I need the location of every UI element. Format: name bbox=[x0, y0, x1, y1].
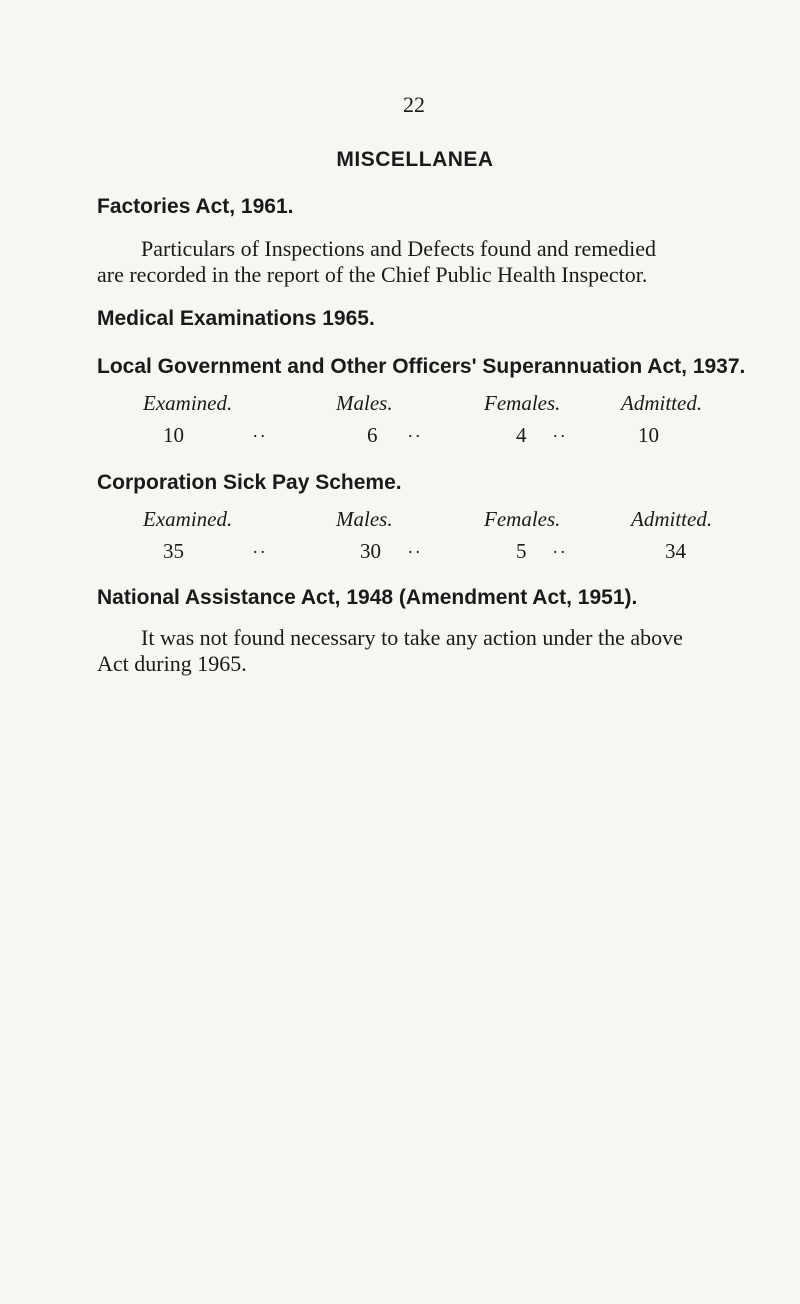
sick-pay-header-examined: Examined. bbox=[143, 507, 233, 531]
superannuation-value-females: 4 bbox=[516, 423, 527, 447]
superannuation-value-examined: 10 bbox=[163, 423, 184, 447]
superannuation-dots-2: .. bbox=[408, 421, 423, 441]
national-assistance-paragraph bbox=[97, 625, 767, 677]
national-assistance-text-line-1: It was not found necessary to take any action under the above bbox=[141, 625, 683, 650]
factories-act-paragraph bbox=[97, 236, 767, 288]
superannuation-header-males: Males. bbox=[336, 391, 393, 415]
superannuation-dots-1: .. bbox=[253, 421, 268, 441]
sick-pay-heading: Corporation Sick Pay Scheme. bbox=[97, 471, 402, 494]
superannuation-header-row bbox=[0, 391, 800, 421]
superannuation-value-admitted: 10 bbox=[638, 423, 659, 447]
sick-pay-header-row bbox=[0, 507, 800, 537]
page-title: MISCELLANEA bbox=[336, 148, 494, 171]
national-assistance-text-line-2: Act during 1965. bbox=[97, 651, 247, 676]
sick-pay-header-females: Females. bbox=[484, 507, 561, 531]
sick-pay-value-examined: 35 bbox=[163, 539, 184, 563]
superannuation-values-row bbox=[0, 423, 800, 453]
page-number: 22 bbox=[403, 92, 425, 117]
sick-pay-values-row bbox=[0, 539, 800, 569]
superannuation-header-admitted: Admitted. bbox=[621, 391, 703, 415]
superannuation-header-females: Females. bbox=[484, 391, 561, 415]
sick-pay-value-admitted: 34 bbox=[665, 539, 686, 563]
superannuation-heading: Local Government and Other Officers' Superannuation Act, 1937. bbox=[97, 355, 746, 378]
sick-pay-value-males: 30 bbox=[360, 539, 381, 563]
factories-text-line-1: Particulars of Inspections and Defects found and remedied bbox=[141, 236, 656, 261]
sick-pay-header-admitted: Admitted. bbox=[631, 507, 713, 531]
factories-act-heading: Factories Act, 1961. bbox=[97, 195, 294, 218]
national-assistance-heading: National Assistance Act, 1948 (Amendment Act, 1951). bbox=[97, 586, 638, 609]
sick-pay-dots-3: .. bbox=[553, 537, 568, 557]
sick-pay-dots-1: .. bbox=[253, 537, 268, 557]
factories-text-line-2: are recorded in the report of the Chief Public Health Inspector. bbox=[97, 262, 648, 287]
superannuation-dots-3: .. bbox=[553, 421, 568, 441]
superannuation-header-examined: Examined. bbox=[143, 391, 233, 415]
sick-pay-header-males: Males. bbox=[336, 507, 393, 531]
sick-pay-dots-2: .. bbox=[408, 537, 423, 557]
sick-pay-value-females: 5 bbox=[516, 539, 527, 563]
medical-examinations-heading: Medical Examinations 1965. bbox=[97, 307, 375, 330]
superannuation-value-males: 6 bbox=[367, 423, 378, 447]
